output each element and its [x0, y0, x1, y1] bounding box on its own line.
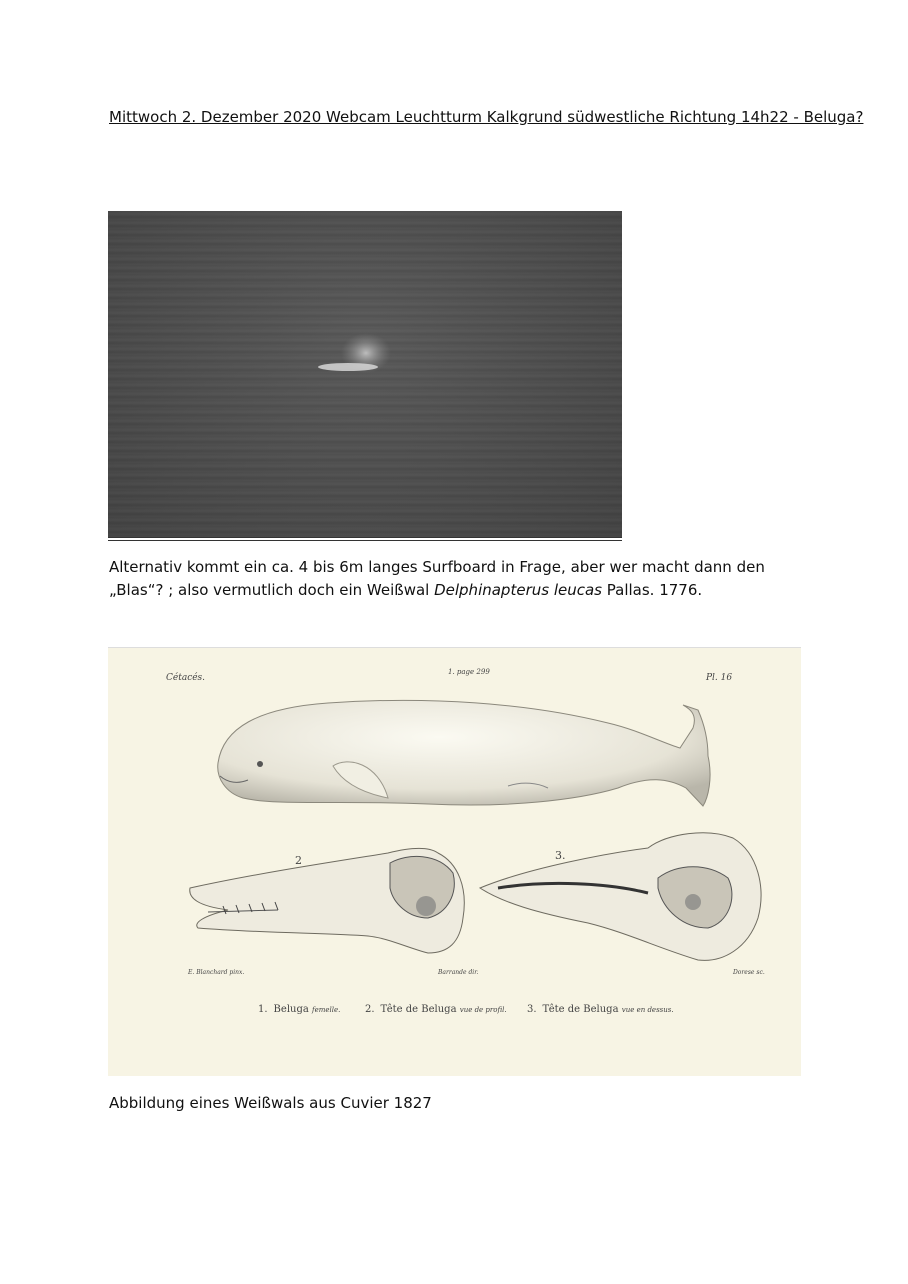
- plate-credit-artist: E. Blanchard pinx.: [188, 969, 245, 976]
- plate-credit-director: Barrande dir.: [438, 969, 479, 976]
- species-name: Delphinapterus leucas: [434, 581, 602, 599]
- legend-subtitle: vue de profil.: [459, 1006, 507, 1014]
- cuvier-beluga-plate: [108, 647, 801, 1076]
- beluga-body-drawing: [218, 700, 710, 806]
- legend-title: Tête de Beluga: [380, 1004, 457, 1015]
- plate-number: Pl. 16: [706, 673, 733, 683]
- plate-legend-item: [258, 1004, 340, 1015]
- legend-subtitle: vue en dessus.: [621, 1006, 674, 1014]
- plate-credit-engraver: Dorese sc.: [733, 969, 765, 976]
- legend-number: 3.: [527, 1004, 537, 1015]
- legend-subtitle: femelle.: [312, 1006, 341, 1014]
- figure-number-3: 3.: [555, 849, 566, 862]
- figure-number-2: 2: [295, 854, 302, 867]
- document-heading: Mittwoch 2. Dezember 2020 Webcam Leuchtturm Kalkgrund südwestliche Richtung 14h22 - Beluga?: [109, 108, 864, 126]
- webcam-sea-photo: [108, 211, 622, 537]
- photo-border-line: [108, 537, 622, 538]
- plate-legend-item: [527, 1004, 674, 1015]
- body-paragraph: [109, 556, 809, 602]
- legend-title: Tête de Beluga: [542, 1004, 619, 1015]
- photo-border-line: [108, 540, 622, 541]
- legend-number: 2.: [365, 1004, 375, 1015]
- plate-page-reference: 1. page 299: [448, 668, 490, 676]
- plate-caption: Abbildung eines Weißwals aus Cuvier 1827: [109, 1094, 432, 1112]
- plate-corner-label: Cétacés.: [166, 673, 206, 683]
- paragraph-text: Alternativ kommt ein ca. 4 bis 6m langes Surfboard in Frage, aber wer macht dann den „Blas“? ; also vermutlich doch ein Weißwal: [109, 558, 765, 599]
- legend-number: 1.: [258, 1004, 268, 1015]
- plate-legend-item: [365, 1004, 507, 1015]
- legend-title: Beluga: [273, 1004, 309, 1015]
- paragraph-authority: Pallas. 1776.: [601, 581, 703, 599]
- beluga-skull-profile-drawing: [190, 848, 465, 953]
- beluga-skull-top-drawing: [480, 833, 761, 961]
- beluga-blow-spot: [108, 211, 622, 537]
